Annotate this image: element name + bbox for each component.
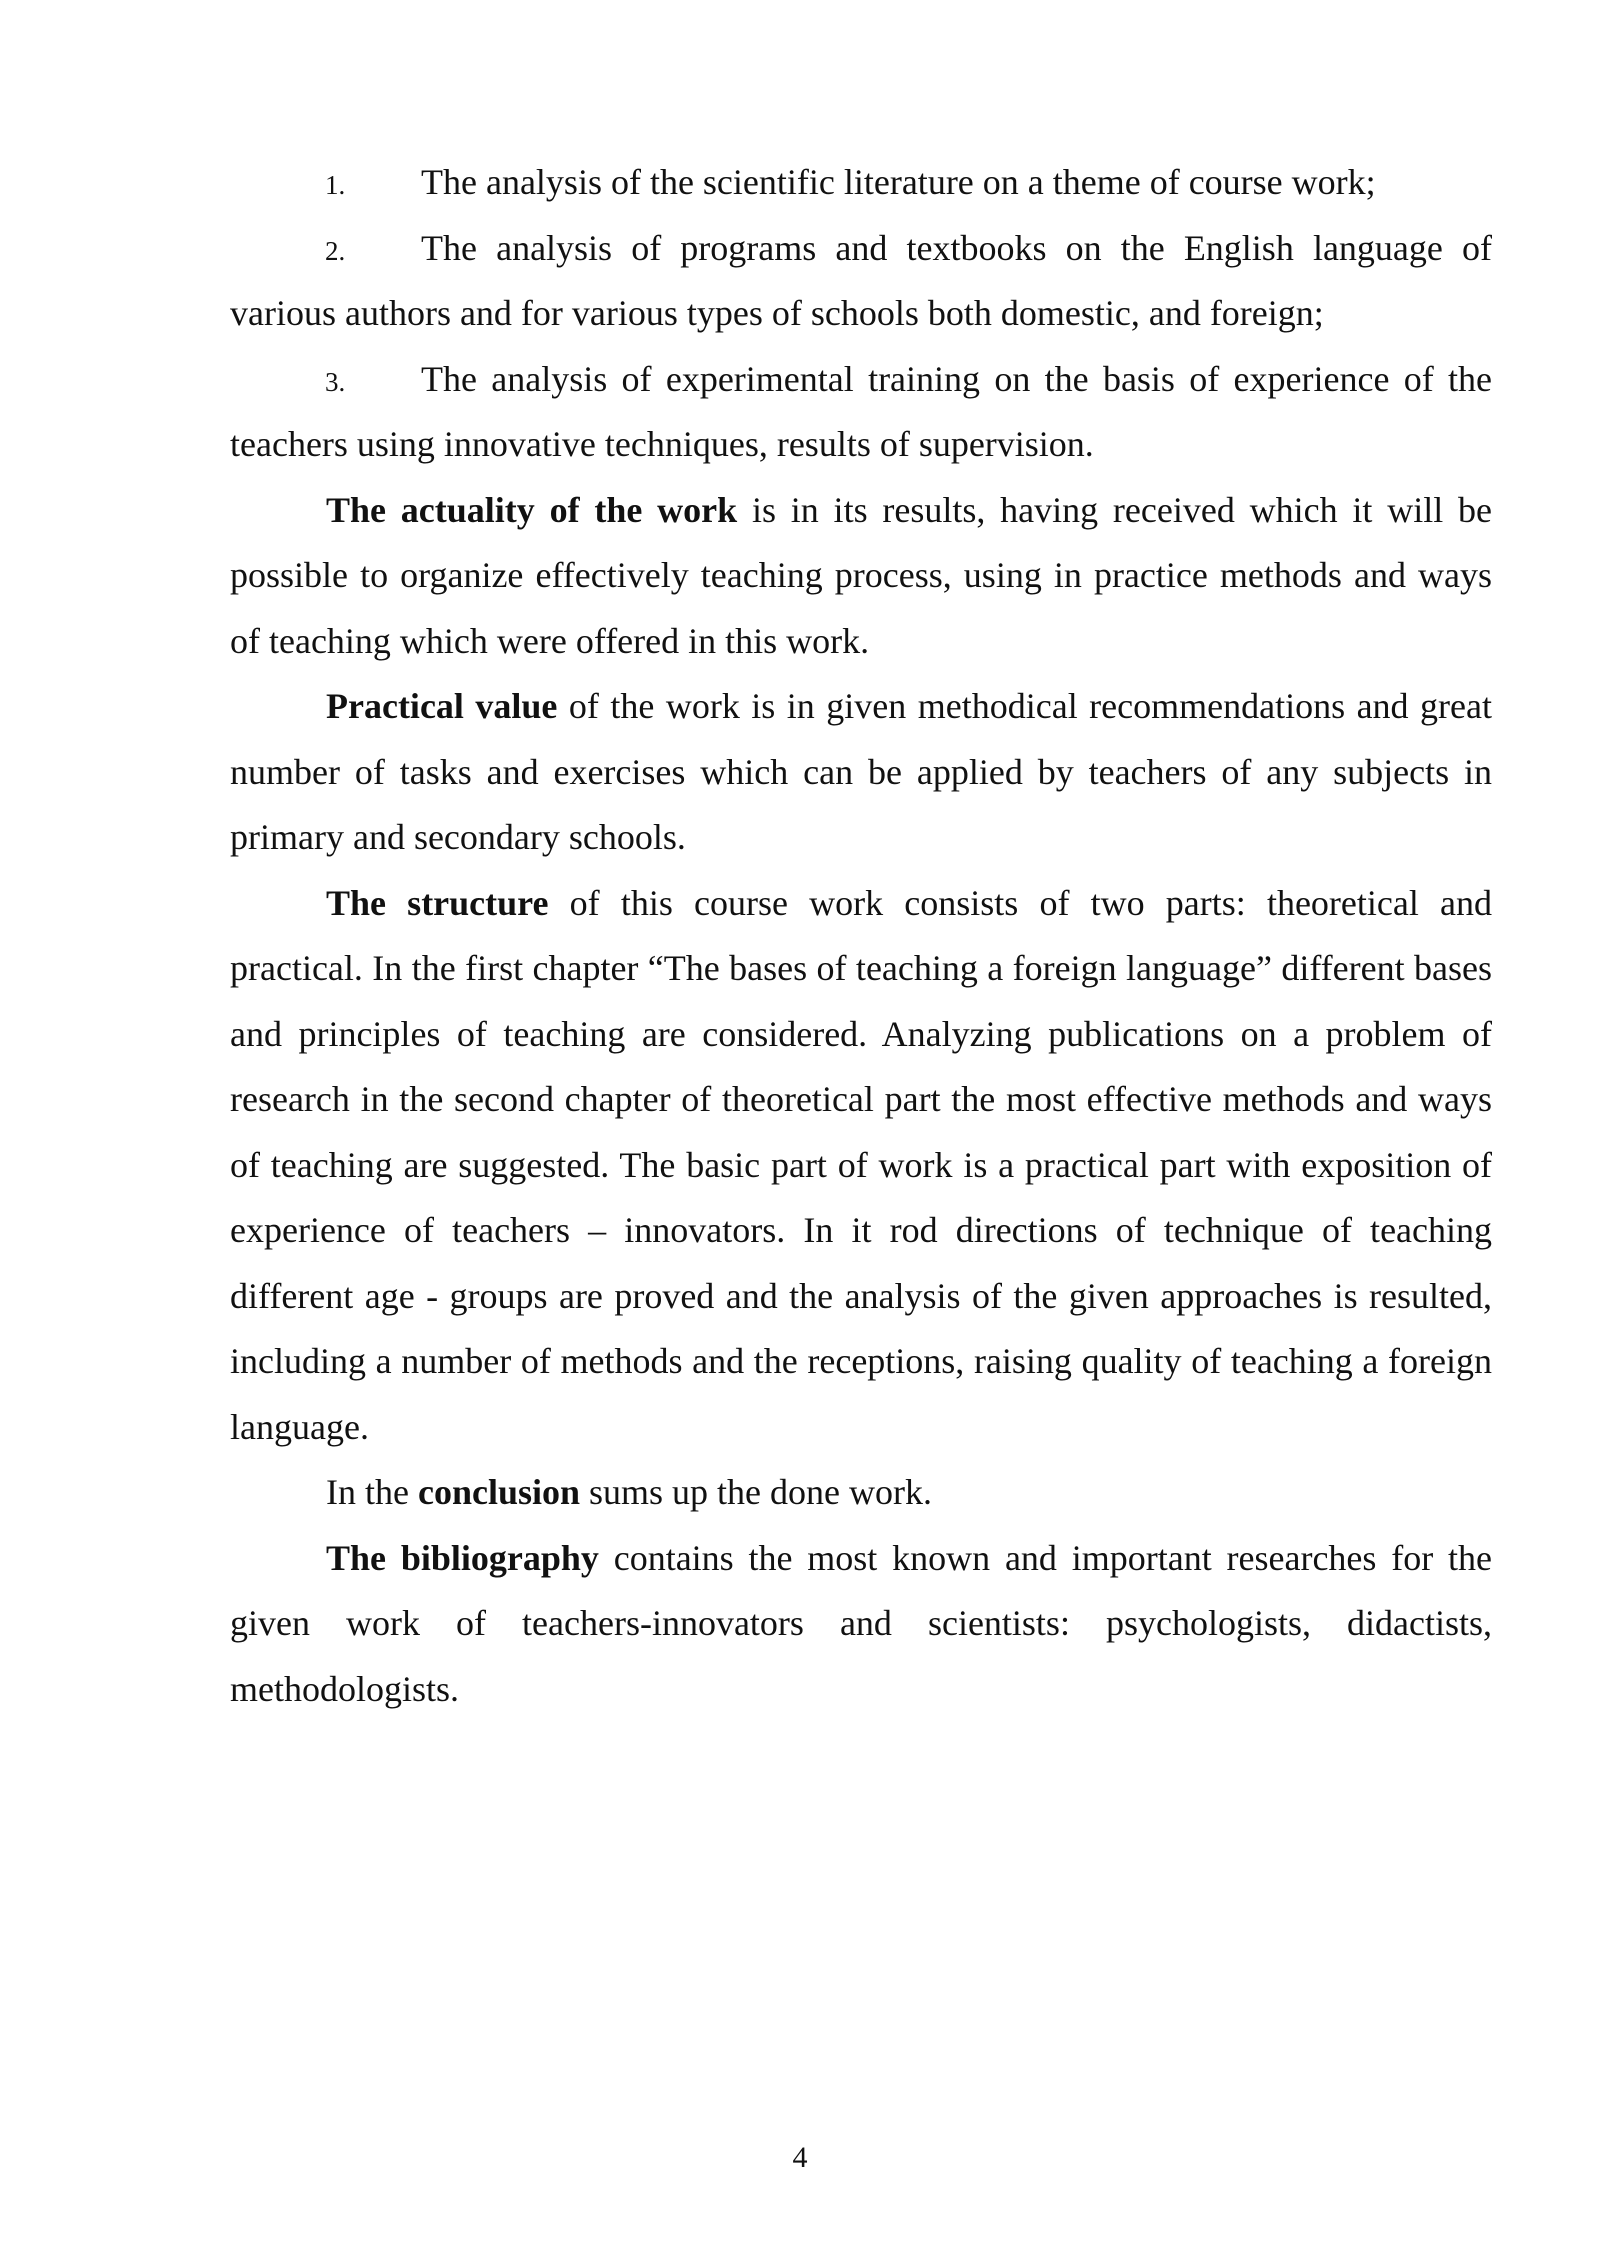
actuality-text: is in its results, having received which it will be possible to organize effectively teaching process, using in practice methods and ways of teaching which were offered in this work. xyxy=(230,489,1492,661)
task-text: The analysis of programs and textbooks on the English language of various authors and for various types of schools both domestic, and foreign; xyxy=(230,227,1492,333)
practical-value-paragraph xyxy=(230,674,1492,871)
structure-heading: The structure xyxy=(326,882,549,923)
bibliography-text: contains the most known and important researches for the given work of teachers-innovators and scientists: psychologists, didactists, methodologists. xyxy=(230,1537,1492,1709)
bibliography-heading: The bibliography xyxy=(326,1537,599,1578)
task-item-3 xyxy=(230,347,1492,478)
actuality-paragraph xyxy=(230,478,1492,675)
bibliography-paragraph xyxy=(230,1526,1492,1723)
task-item-2 xyxy=(230,216,1492,347)
structure-paragraph xyxy=(230,871,1492,1461)
conclusion-pre: In the xyxy=(326,1472,418,1512)
structure-text: of this course work consists of two parts: theoretical and practical. In the first chapter “The bases of teaching a foreign language” different bases and principles of teaching are considered. Analyzing publications on a problem of research in the second chapter of theoretical part the most effective methods and ways of teaching are suggested. The basic part of work is a practical part with exposition of experience of teachers – innovators. In it rod directions of technique of teaching different age - groups are proved and the analysis of the given approaches is resulted, including a number of methods and the receptions, raising quality of teaching a foreign language. xyxy=(230,882,1493,1447)
page-number: 4 xyxy=(792,2141,808,2174)
task-number: 2. xyxy=(325,235,346,266)
conclusion-heading: conclusion xyxy=(417,1472,581,1512)
document-page xyxy=(230,150,1492,1722)
task-item-1 xyxy=(230,150,1492,216)
conclusion-text: sums up the done work. xyxy=(580,1472,932,1512)
conclusion-paragraph xyxy=(230,1460,1492,1526)
task-number: 3. xyxy=(325,366,346,397)
practical-value-heading: Practical value xyxy=(326,686,558,726)
task-text: The analysis of experimental training on the basis of experience of the teachers using innovative techniques, results of supervision. xyxy=(230,358,1492,464)
task-number: 1. xyxy=(325,170,346,200)
actuality-heading: The actuality of the work xyxy=(326,489,738,530)
practical-value-text: of the work is in given methodical recommendations and great number of tasks and exercises which can be applied by teachers of any subjects in primary and secondary schools. xyxy=(230,686,1492,857)
task-text: The analysis of the scientific literature on a theme of course work; xyxy=(421,162,1376,202)
